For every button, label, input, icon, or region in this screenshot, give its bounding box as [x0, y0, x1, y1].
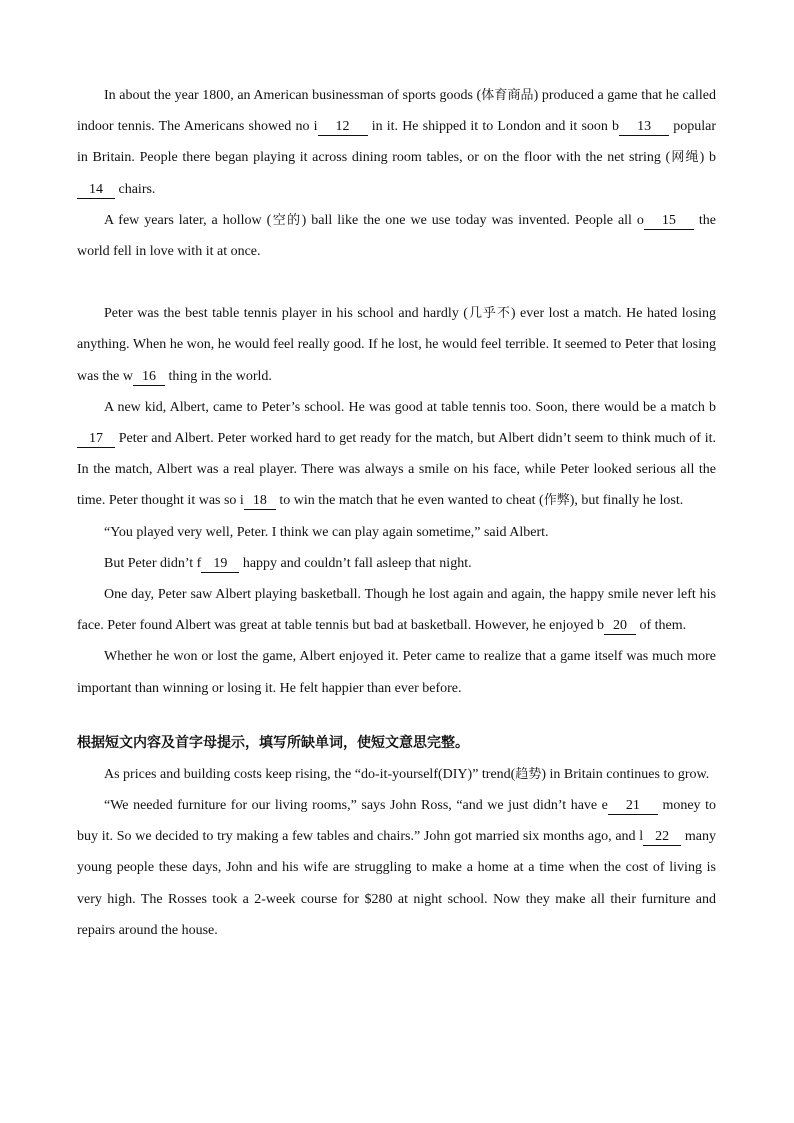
- passage2-paragraph5: [77, 579, 716, 641]
- blank-20[interactable]: 20: [604, 618, 636, 635]
- text-span: of them.: [635, 618, 687, 634]
- chinese-gloss: 几乎不: [467, 306, 511, 322]
- text-span: ) b: [699, 150, 716, 166]
- text-span: ) produced a game that he called indoor tennis. The Americans showed no i: [77, 88, 716, 135]
- text-span: many young people these days, John and his wife are struggling to make a home at a time when the cost of living is very high. The Rosses took a 2-week course for $280 at night school. Now they make all their furniture and repairs around the house.: [77, 829, 716, 938]
- section-gap: [77, 704, 716, 728]
- text-span: thing in the world.: [165, 368, 272, 384]
- passage2-paragraph1: [77, 298, 716, 392]
- passage2-paragraph3: [77, 517, 716, 548]
- blank-15[interactable]: 15: [644, 213, 694, 230]
- blank-21[interactable]: 21: [608, 798, 658, 815]
- text-span: Whether he won or lost the game, Albert enjoyed it. Peter came to realize that a game itself was much more important than winning or losing it. He felt happier than ever before.: [77, 649, 716, 696]
- chinese-gloss: 趋势: [515, 766, 542, 782]
- text-span: money to buy it. So we decided to try making a few tables and chairs.” John got married six months ago, and l: [77, 798, 716, 845]
- text-span: ) ball like the one we use today was invented. People all o: [301, 212, 644, 228]
- text-span: “You played very well, Peter. I think we can play again sometime,” said Albert.: [104, 524, 549, 540]
- text-span: A new kid, Albert, came to Peter’s school. He was good at table tennis too. Soon, there would be a match b: [104, 399, 716, 415]
- blank-16[interactable]: 16: [133, 369, 165, 386]
- section-gap: [77, 267, 716, 298]
- text-span: ) ever lost a match. He hated losing anything. When he won, he would feel really good. If he lost, he would feel terrible. It seemed to Peter that losing was the w: [77, 306, 716, 384]
- text-span: happy and couldn’t fall asleep that night.: [239, 555, 472, 571]
- blank-22[interactable]: 22: [643, 829, 681, 846]
- blank-13[interactable]: 13: [619, 119, 669, 136]
- text-span: ), but finally he lost.: [569, 493, 684, 509]
- chinese-gloss: 网绳: [670, 150, 700, 166]
- text-span: ) in Britain continues to grow.: [541, 766, 710, 782]
- blank-12[interactable]: 12: [318, 119, 368, 136]
- text-span: As prices and building costs keep rising, the “do-it-yourself(DIY)” trend(: [104, 766, 516, 782]
- text-span: the world fell in love with it at once.: [77, 212, 716, 260]
- passage2-paragraph2: [77, 392, 716, 517]
- text-span: in it. He shipped it to London and it soon b: [367, 119, 620, 135]
- blank-14[interactable]: 14: [77, 182, 115, 199]
- text-span: But Peter didn’t f: [104, 555, 202, 571]
- chinese-gloss: 空的: [271, 212, 302, 228]
- text-span: popular in Britain. People there began playing it across dining room tables, or on the floor with the net string (: [77, 119, 716, 166]
- text-span: to win the match that he even wanted to cheat (: [275, 493, 544, 509]
- instruction-heading: 根据短文内容及首字母提示，填写所缺单词，使短文意思完整。: [77, 734, 469, 751]
- blank-18[interactable]: 18: [244, 493, 276, 510]
- text-span: One day, Peter saw Albert playing basketball. Though he lost again and again, the happy smile never left his face. Peter found Albert was great at table tennis but bad at basketball. However, he enjoyed b: [77, 587, 716, 634]
- text-span: Peter was the best table tennis player in his school and hardly (: [104, 306, 468, 322]
- passage3-paragraph1: [77, 759, 716, 790]
- passage1-paragraph1: [77, 80, 716, 205]
- passage2-paragraph4: [77, 548, 716, 579]
- text-span: A few years later, a hollow (: [104, 212, 272, 228]
- passage1-paragraph2: [77, 205, 716, 267]
- blank-17[interactable]: 17: [77, 431, 115, 448]
- chinese-gloss: 体育商品: [481, 88, 534, 103]
- chinese-gloss: 作弊: [543, 493, 570, 509]
- passage2-paragraph6: [77, 641, 716, 703]
- text-span: “We needed furniture for our living rooms,” says John Ross, “and we just didn’t have e: [104, 798, 608, 814]
- blank-19[interactable]: 19: [201, 556, 239, 573]
- text-span: chairs.: [115, 181, 156, 197]
- text-span: In about the year 1800, an American businessman of sports goods (: [104, 88, 482, 103]
- text-span: Peter and Albert. Peter worked hard to get ready for the match, but Albert didn’t seem to think much of it. In the match, Albert was a real player. There was always a smile on his face, while Peter looked serious all the time. Peter thought it was so i: [77, 431, 716, 509]
- passage3-paragraph2: [77, 790, 716, 946]
